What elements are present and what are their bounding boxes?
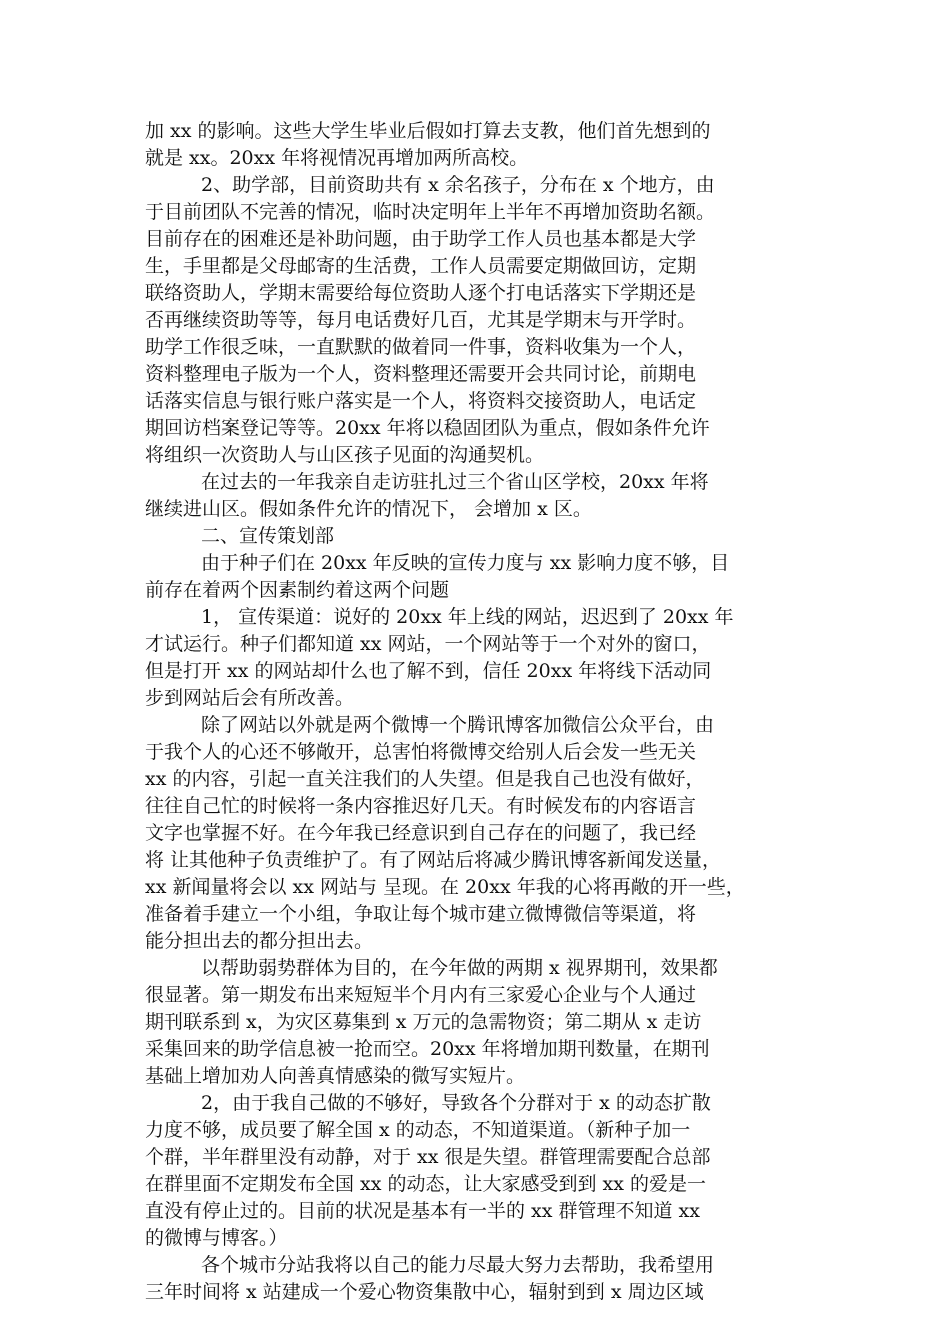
text-line: 话落实信息与银行账户落实是一个人，将资料交接资助人，电话定: [145, 390, 697, 412]
text-line: xx 的内容，引起一直关注我们的人失望。但是我自己也没有做好，: [145, 768, 705, 790]
text-line: 除了网站以外就是两个微博一个腾讯博客加微信公众平台，由: [201, 714, 715, 736]
text-line: 1， 宣传渠道：说好的 20xx 年上线的网站，迟迟到了 20xx 年: [201, 606, 734, 628]
text-line: 很显著。第一期发布出来短短半个月内有三家爱心企业与个人通过: [145, 984, 697, 1006]
text-line: 才试运行。种子们都知道 xx 网站，一个网站等于一个对外的窗口，: [145, 633, 711, 655]
text-line: 由于种子们在 20xx 年反映的宣传力度与 xx 影响力度不够，目: [201, 552, 730, 574]
text-line: 步到网站后会有所改善。: [145, 687, 355, 709]
text-line: 资料整理电子版为一个人，资料整理还需要开会共同讨论，前期电: [145, 363, 697, 385]
text-line: 助学工作很乏味，一直默默的做着同一件事，资料收集为一个人，: [145, 336, 697, 358]
text-line: 生，手里都是父母邮寄的生活费，工作人员需要定期做回访，定期: [145, 255, 697, 277]
text-line: 以帮助弱势群体为目的，在今年做的两期 x 视界期刊，效果都: [201, 957, 718, 979]
text-line: 在群里面不定期发布全国 xx 的动态，让大家感受到到 xx 的爱是一: [145, 1173, 707, 1195]
text-line: 前存在着两个因素制约着这两个问题: [145, 579, 450, 601]
text-line: 准备着手建立一个小组，争取让每个城市建立微博微信等渠道，将: [145, 903, 697, 925]
text-line: 就是 xx。20xx 年将视情况再增加两所高校。: [145, 147, 529, 169]
text-line: 基础上增加劝人向善真情感染的微写实短片。: [145, 1065, 526, 1087]
text-line: 采集回来的助学信息被一抢而空。20xx 年将增加期刊数量，在期刊: [145, 1038, 710, 1060]
text-line: 2，由于我自己做的不够好，导致各个分群对于 x 的动态扩散: [201, 1092, 711, 1114]
text-line: 期回访档案登记等等。20xx 年将以稳固团队为重点，假如条件允许: [145, 417, 710, 439]
text-line: 各个城市分站我将以自己的能力尽最大努力去帮助，我希望用: [201, 1254, 715, 1276]
text-line: 将组织一次资助人与山区孩子见面的沟通契机。: [145, 444, 545, 466]
text-line: 于目前团队不完善的情况，临时决定明年上半年不再增加资助名额。: [145, 201, 716, 223]
text-line: 于我个人的心还不够敞开，总害怕将微博交给别人后会发一些无关: [145, 741, 697, 763]
text-line: 期刊联系到 x，为灾区募集到 x 万元的急需物资；第二期从 x 走访: [145, 1011, 702, 1033]
text-line: 的微博与博客。）: [145, 1227, 288, 1249]
text-line: 往往自己忙的时候将一条内容推迟好几天。有时候发布的内容语言: [145, 795, 697, 817]
text-line: 二、宣传策划部: [201, 525, 335, 547]
text-line: 加 xx 的影响。这些大学生毕业后假如打算去支教，他们首先想到的: [145, 120, 711, 142]
text-line: 在过去的一年我亲自走访驻扎过三个省山区学校，20xx 年将: [201, 471, 709, 493]
text-line: 力度不够，成员要了解全国 x 的动态，不知道渠道。（新种子加一: [145, 1119, 691, 1141]
text-line: 三年时间将 x 站建成一个爱心物资集散中心，辐射到到 x 周边区域: [145, 1281, 704, 1303]
text-line: 目前存在的困难还是补助问题，由于助学工作人员也基本都是大学: [145, 228, 697, 250]
text-line: 能分担出去的都分担出去。: [145, 930, 374, 952]
text-line: 将 让其他种子负责维护了。有了网站后将减少腾讯博客新闻发送量，: [145, 849, 722, 871]
text-line: 文字也掌握不好。在今年我已经意识到自己存在的问题了，我已经: [145, 822, 697, 844]
text-line: 直没有停止过的。目前的状况是基本有一半的 xx 群管理不知道 xx: [145, 1200, 700, 1222]
text-line: 但是打开 xx 的网站却什么也了解不到，信任 20xx 年将线下活动同: [145, 660, 712, 682]
document-page: [145, 118, 805, 1306]
text-line: 否再继续资助等等，每月电话费好几百，尤其是学期末与开学时。: [145, 309, 697, 331]
text-line: 个群，半年群里没有动静，对于 xx 很是失望。群管理需要配合总部: [145, 1146, 711, 1168]
text-line: 2、助学部，目前资助共有 x 余名孩子，分布在 x 个地方，由: [201, 174, 715, 196]
text-line: 继续进山区。假如条件允许的情况下， 会增加 x 区。: [145, 498, 592, 520]
text-line: xx 新闻量将会以 xx 网站与 呈现。在 20xx 年我的心将再敞的开一些，: [145, 876, 745, 898]
text-line: 联络资助人，学期末需要给每位资助人逐个打电话落实下学期还是: [145, 282, 697, 304]
